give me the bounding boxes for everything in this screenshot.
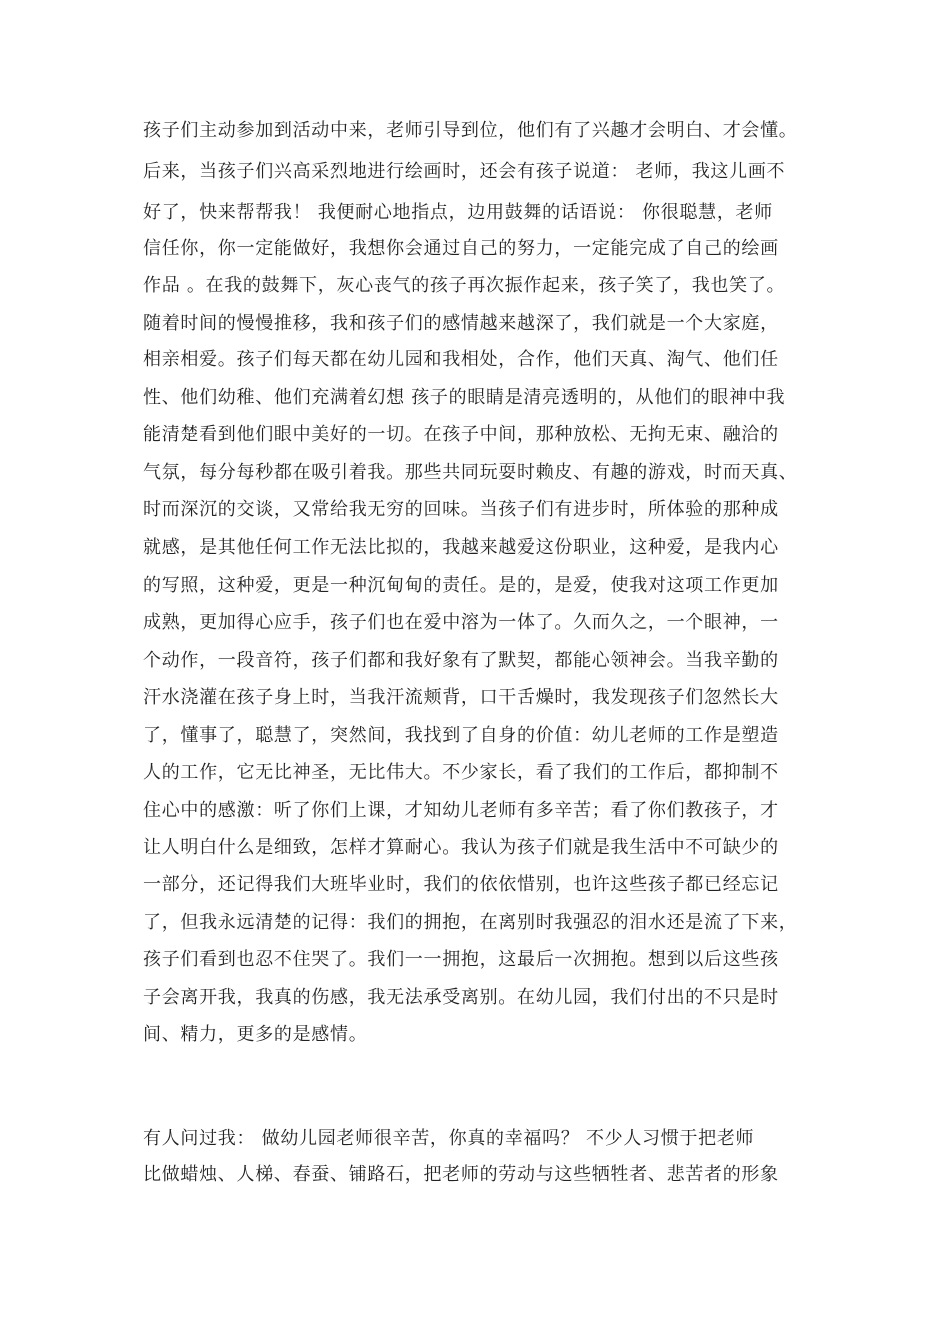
text-line: 气氛，每分每秒都在吸引着我。那些共同玩耍时赖皮、有趣的游戏，时而天真、 [143,462,798,483]
text-line: 住心中的感激：听了你们上课，才知幼儿老师有多辛苦；看了你们教孩子，才 [143,800,779,821]
text-line: 相亲相爱。孩子们每天都在幼儿园和我相处，合作，他们天真、淘气、他们任 [143,349,779,370]
text-line: 间、精力，更多的是感情。 [143,1024,368,1045]
text-line: 时而深沉的交谈，又常给我无穷的回味。当孩子们有进步时，所体验的那种成 [143,499,779,520]
text-line: 的写照，这种爱，更是一种沉甸甸的责任。是的，是爱，使我对这项工作更加 [143,575,779,596]
text-line: 子会离开我，我真的伤感，我无法承受离别。在幼儿园，我们付出的不只是时 [143,987,779,1008]
text-line: 就感，是其他任何工作无法比拟的，我越来越爱这份职业，这种爱，是我内心 [143,537,779,558]
text-line: 孩子们主动参加到活动中来，老师引导到位，他们有了兴趣才会明白、才会懂。 [143,120,798,141]
text-line: 后来，当孩子们兴高采烈地进行绘画时，还会有孩子说道： 老师，我这儿画不 [143,161,786,182]
text-line: 让人明白什么是细致，怎样才算耐心。我认为孩子们就是我生活中不可缺少的 [143,837,779,858]
text-line: 随着时间的慢慢推移，我和孩子们的感情越来越深了，我们就是一个大家庭， [143,313,779,334]
text-line: 了，但我永远清楚的记得：我们的拥抱，在离别时我强忍的泪水还是流了下来， [143,912,798,933]
text-line: 性、他们幼稚、他们充满着幻想 孩子的眼睛是清亮透明的，从他们的眼神中我 [143,387,786,408]
text-line: 一部分，还记得我们大班毕业时，我们的依依惜别，也许这些孩子都已经忘记 [143,874,779,895]
text-line: 人的工作，它无比神圣，无比伟大。不少家长，看了我们的工作后，都抑制不 [143,762,779,783]
text-line: 有人问过我： 做幼儿园老师很辛苦，你真的幸福吗？ 不少人习惯于把老师 [143,1128,755,1149]
text-line: 了，懂事了，聪慧了，突然间，我找到了自身的价值：幼儿老师的工作是塑造 [143,725,779,746]
text-line: 汗水浇灌在孩子身上时，当我汗流颊背，口干舌燥时，我发现孩子们忽然长大 [143,687,779,708]
text-line: 好了，快来帮帮我！ 我便耐心地指点，边用鼓舞的话语说： 你很聪慧，老师 [143,202,773,223]
text-line: 成熟，更加得心应手，孩子们也在爱中溶为一体了。久而久之，一个眼神，一 [143,612,779,633]
text-line: 作品 。在我的鼓舞下，灰心丧气的孩子再次振作起来，孩子笑了，我也笑了。 [143,275,786,296]
text-line: 孩子们看到也忍不住哭了。我们一一拥抱，这最后一次拥抱。想到以后这些孩 [143,949,779,970]
text-line: 个动作，一段音符，孩子们都和我好象有了默契，都能心领神会。当我辛勤的 [143,650,779,671]
text-line: 能清楚看到他们眼中美好的一切。在孩子中间，那种放松、无拘无束、融洽的 [143,424,779,445]
text-line: 信任你，你一定能做好，我想你会通过自己的努力，一定能完成了自己的绘画 [143,238,779,259]
text-line: 比做蜡烛、人梯、春蚕、铺路石，把老师的劳动与这些牺牲者、悲苦者的形象 [143,1164,779,1185]
